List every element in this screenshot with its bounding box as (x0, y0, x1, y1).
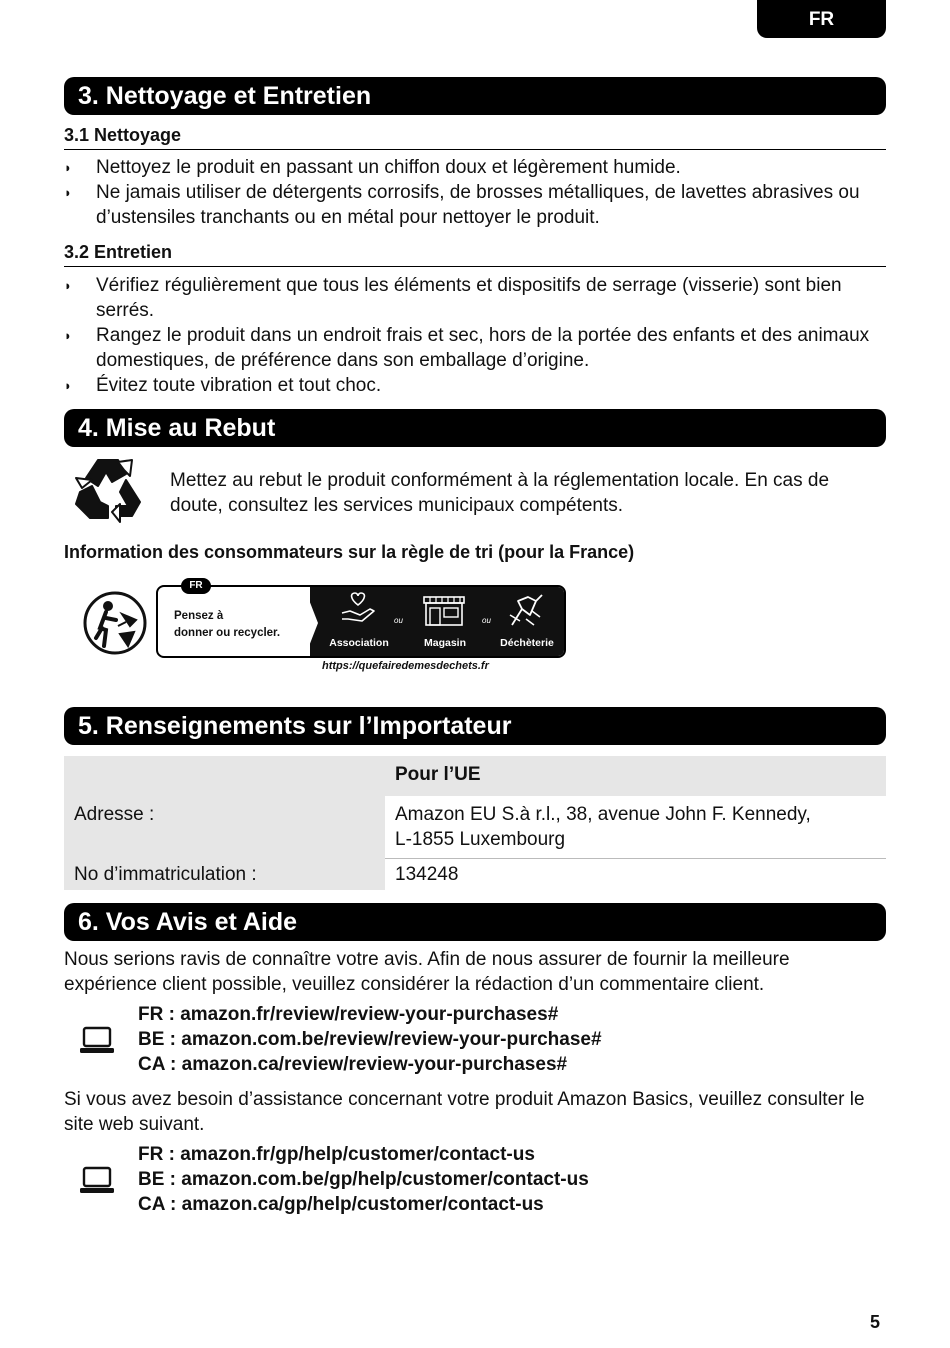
maintenance-list (64, 273, 886, 398)
page-number: 5 (870, 1312, 881, 1332)
consumer-info-heading: Information des consommateurs sur la règle de tri (pour la France) (64, 542, 635, 562)
bullet-marker-icon: ◗ (64, 278, 72, 293)
table-row (64, 796, 886, 859)
help-intro: Si vous avez besoin d’assistance concernant votre produit Amazon Basics, veuillez consulter le site web suivant. (64, 1089, 865, 1135)
subsection-3-2-title: 3.2 Entretien (64, 242, 886, 267)
subsection-3-1-title: 3.1 Nettoyage (64, 125, 886, 150)
table-row (64, 756, 886, 796)
list-item: ◗ Ne jamais utiliser de détergents corrosifs, de brosses métalliques, de lavettes abrasives ou d’ustensiles tranchants ou en métal pour nettoyer le produit. (64, 182, 860, 228)
review-link-fr[interactable]: FR : amazon.fr/review/review-your-purchases# (138, 1004, 559, 1025)
bullet-marker-icon: ◗ (64, 378, 72, 393)
triman-options-panel (310, 587, 566, 658)
section-4-title: 4. Mise au Rebut (64, 409, 886, 447)
table-cell (64, 756, 385, 796)
cleaning-list (64, 155, 886, 230)
section-3-title: 3. Nettoyage et Entretien (64, 77, 886, 115)
triman-message: Pensez à donner ou recycler. (174, 610, 281, 639)
review-links (138, 1002, 602, 1077)
triman-url[interactable]: https://quefairedemesdechets.fr (322, 660, 489, 672)
option-separator: ou (482, 616, 491, 625)
table-row (64, 859, 886, 891)
option-association: Association (329, 637, 389, 649)
address-label: Adresse : (64, 796, 385, 859)
triman-info-box (156, 585, 566, 658)
help-link-fr[interactable]: FR : amazon.fr/gp/help/customer/contact-us (138, 1144, 535, 1165)
registration-label: No d’immatriculation : (64, 859, 385, 891)
help-link-be[interactable]: BE : amazon.com.be/gp/help/customer/contact-us (138, 1169, 589, 1190)
review-link-be[interactable]: BE : amazon.com.be/review/review-your-purchase# (138, 1029, 602, 1050)
list-item: ◗ Évitez toute vibration et tout choc. (64, 375, 382, 396)
importer-table (64, 756, 886, 890)
waste-center-icon (506, 591, 546, 627)
language-tab: FR (757, 0, 886, 38)
bullet-marker-icon: ◗ (64, 328, 72, 343)
list-item: ◗ Rangez le produit dans un endroit frais et sec, hors de la portée des enfants et des animaux domestiques, de préférence dans son emballage d’origine. (64, 325, 870, 371)
option-decheterie: Déchèterie (500, 637, 554, 649)
option-separator: ou (394, 616, 403, 625)
registration-value: 134248 (395, 864, 459, 885)
bullet-marker-icon: ◗ (64, 160, 72, 175)
help-links (138, 1142, 589, 1217)
section-6-title: 6. Vos Avis et Aide (64, 903, 886, 941)
triman-divider (304, 587, 318, 658)
recycle-icon (72, 456, 148, 528)
option-magasin: Magasin (423, 637, 466, 649)
shop-icon (422, 595, 466, 627)
list-item: ◗ Vérifiez régulièrement que tous les éléments et dispositifs de serrage (visserie) sont bien serrés. (64, 275, 842, 321)
fr-badge: FR (181, 578, 211, 594)
triman-icon (82, 590, 148, 656)
help-link-ca[interactable]: CA : amazon.ca/gp/help/customer/contact-us (138, 1194, 544, 1215)
list-item: ◗ Nettoyez le produit en passant un chiffon doux et légèrement humide. (64, 157, 681, 178)
review-link-ca[interactable]: CA : amazon.ca/review/review-your-purchases# (138, 1054, 568, 1075)
review-intro: Nous serions ravis de connaître votre avis. Afin de nous assurer de fournir la meilleure expérience client possible, veuillez considérer la rédaction d’un commentaire client. (64, 949, 790, 995)
laptop-icon (79, 1166, 115, 1196)
table-header-cell: Pour l’UE (385, 756, 886, 796)
address-value: Amazon EU S.à r.l., 38, avenue John F. Kennedy, L-1855 Luxembourg (385, 796, 886, 859)
laptop-icon (79, 1026, 115, 1056)
heart-hand-icon (340, 591, 376, 623)
section-5-title: 5. Renseignements sur l’Importateur (64, 707, 886, 745)
bullet-marker-icon: ◗ (64, 185, 72, 200)
disposal-text: Mettez au rebut le produit conformément à la réglementation locale. En cas de doute, consultez les services municipaux compétents. (170, 470, 830, 516)
